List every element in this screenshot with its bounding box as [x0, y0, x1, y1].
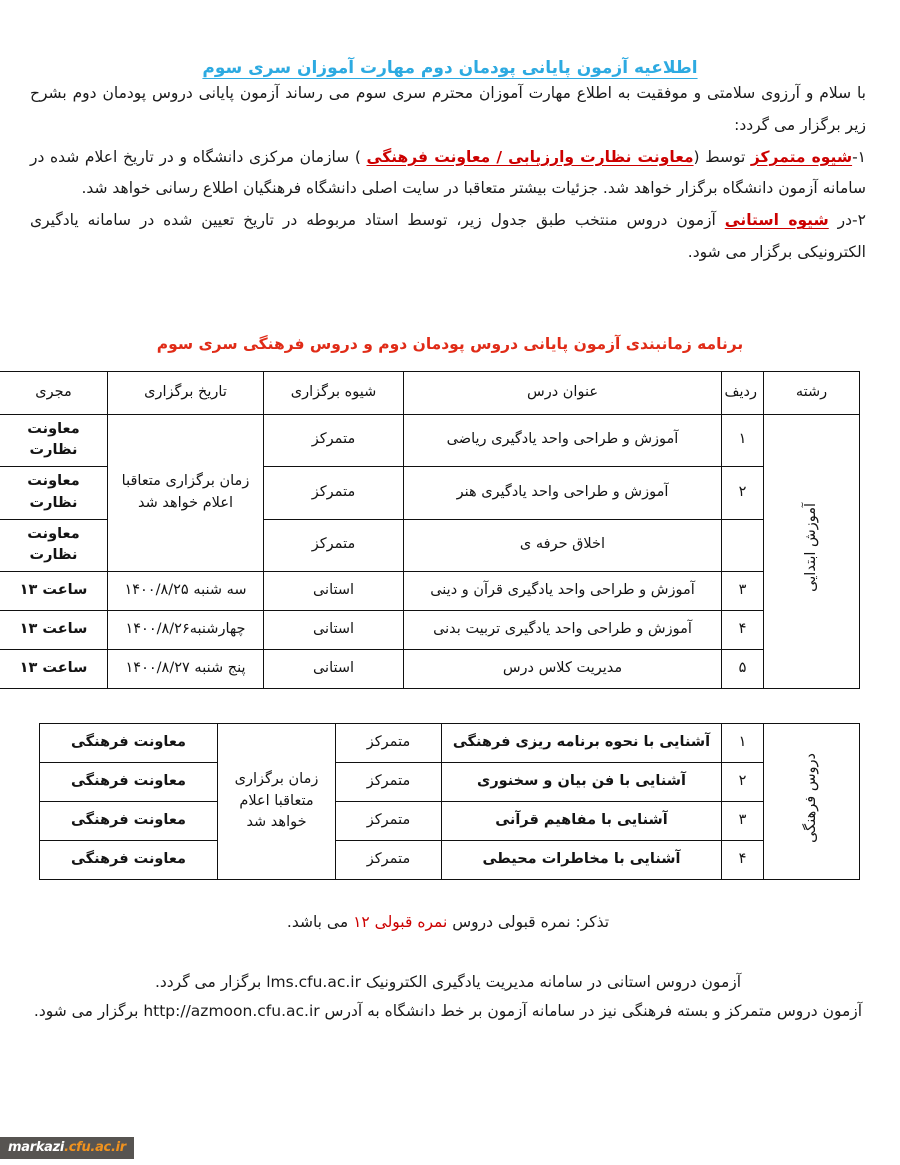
cell-radif: ۴ [722, 611, 764, 650]
lms-note-suffix: برگزار می گردد. [154, 972, 267, 991]
cell-tarikh: چهارشنبه۱۴۰۰/۸/۲۶ [108, 611, 264, 650]
cell-mojri: معاونت فرهنگی [40, 763, 218, 802]
cell-radif: ۲ [722, 467, 764, 520]
item-2-prefix: ۲-در [828, 211, 866, 230]
passing-grade-value: نمره قبولی ۱۲ [353, 913, 448, 932]
footer-notes [0, 880, 900, 1026]
table-row [0, 650, 860, 689]
cell-mojri: معاونت فرهنگی [40, 802, 218, 841]
cell-tarikh: سه شنبه ۱۴۰۰/۸/۲۵ [108, 572, 264, 611]
cell-shive: استانی [264, 572, 404, 611]
site-watermark [0, 1137, 134, 1159]
cell-shive: متمرکز [336, 763, 442, 802]
group-label-elementary: آموزش ابتدایی [764, 414, 860, 689]
watermark-name: markazi [8, 1140, 65, 1155]
cell-radif [722, 519, 764, 572]
table-row [40, 763, 860, 802]
schedule-table-cultural [39, 723, 860, 880]
azmoon-note-prefix: آزمون دروس متمرکز و بسته فرهنگی نیز در سامانه آزمون بر خط دانشگاه به آدرس [319, 1001, 863, 1020]
cell-mojri: ساعت ۱۳ [0, 611, 108, 650]
cell-tarikh-merged: زمان برگزاری متعاقبا اعلام خواهد شد [218, 724, 336, 880]
th-radif: ردیف [722, 371, 764, 414]
table-row [0, 414, 860, 467]
cell-onvan: آشنایی با نحوه برنامه ریزی فرهنگی [442, 724, 722, 763]
schedule-table-elementary [0, 371, 860, 690]
th-rashte: رشته [764, 371, 860, 414]
note-suffix: می باشد. [286, 913, 354, 932]
cell-shive: متمرکز [336, 841, 442, 880]
cell-tarikh-merged: زمان برگزاری متعاقبا اعلام خواهد شد [108, 414, 264, 572]
table-row [40, 802, 860, 841]
cell-radif: ۵ [722, 650, 764, 689]
azmoon-note-suffix: برگزار می شود. [33, 1001, 144, 1020]
cell-radif: ۲ [722, 763, 764, 802]
cell-mojri: معاونت نظارت [0, 519, 108, 572]
lms-note-prefix: آزمون دروس استانی در سامانه مدیریت یادگیری الکترونیک [360, 972, 742, 991]
item-1-prefix: ۱- [852, 147, 866, 166]
lms-url-link[interactable]: lms.cfu.ac.ir [266, 972, 361, 991]
table-row [0, 611, 860, 650]
intro-section [0, 78, 900, 269]
cell-shive: استانی [264, 650, 404, 689]
table-header-row [0, 371, 860, 414]
cell-onvan: آشنایی با مفاهیم قرآنی [442, 802, 722, 841]
item-1-rest: ) سازمان مرکزی دانشگاه و در تاریخ اعلام شده در سامانه آزمون دانشگاه برگزار خواهد شد. جزئیات بیشتر متعاقبا در سایت اصلی دانشگاه فرهنگیان اطلاع رسانی خواهد شد. [30, 147, 866, 198]
intro-paragraph: با سلام و آرزوی سلامتی و موفقیت به اطلاع مهارت آموزان محترم سری سوم می رساند آزمون پایانی دروس پودمان دوم بشرح زیر برگزار می گردد: [30, 84, 866, 134]
cell-onvan: آموزش و طراحی واحد یادگیری ریاضی [404, 414, 722, 467]
table-row [40, 724, 860, 763]
azmoon-url-note [30, 997, 866, 1026]
cell-onvan: آموزش و طراحی واحد یادگیری هنر [404, 467, 722, 520]
cell-radif: ۴ [722, 841, 764, 880]
cell-shive: متمرکز [264, 519, 404, 572]
schedule-heading: برنامه زمانبندی آزمون پایانی دروس پودمان دوم و دروس فرهنگی سری سوم [156, 334, 744, 353]
cell-mojri: معاونت فرهنگی [40, 841, 218, 880]
cell-onvan: آموزش و طراحی واحد یادگیری تربیت بدنی [404, 611, 722, 650]
cell-shive: متمرکز [264, 467, 404, 520]
cell-shive: متمرکز [264, 414, 404, 467]
item-1-paragraph [30, 142, 866, 206]
passing-grade-note [30, 880, 866, 937]
cell-onvan: آموزش و طراحی واحد یادگیری قرآن و دینی [404, 572, 722, 611]
cell-shive: متمرکز [336, 802, 442, 841]
tables-container [0, 371, 900, 881]
table-row [40, 841, 860, 880]
page-title: اطلاعیه آزمون پایانی پودمان دوم مهارت آموزان سری سوم [202, 58, 698, 78]
item-1-mid: توسط ( [693, 147, 751, 166]
th-tarikh: تاریخ برگزاری [108, 371, 264, 414]
cell-onvan: آشنایی با فن بیان و سخنوری [442, 763, 722, 802]
note-prefix: تذکر: نمره قبولی دروس [447, 913, 610, 932]
cell-radif: ۳ [722, 802, 764, 841]
cell-shive: متمرکز [336, 724, 442, 763]
cell-onvan: مدیریت کلاس درس [404, 650, 722, 689]
cell-mojri: معاونت فرهنگی [40, 724, 218, 763]
cell-radif: ۱ [722, 414, 764, 467]
watermark-domain: .cfu.ac.ir [64, 1140, 126, 1155]
azmoon-url-link[interactable]: http://azmoon.cfu.ac.ir [143, 1001, 320, 1020]
cell-mojri: معاونت نظارت [0, 414, 108, 467]
cell-radif: ۱ [722, 724, 764, 763]
item-2-rest: آزمون دروس منتخب طبق جدول زیر، توسط استاد مربوطه در تاریخ تعیین شده در سامانه یادگیری الکترونیکی برگزار می شود. [30, 211, 866, 261]
cell-shive: استانی [264, 611, 404, 650]
item-1-highlight-deputies: معاونت نظارت وارزیابی / معاونت فرهنگی [366, 147, 694, 166]
table-row [0, 572, 860, 611]
cell-mojri: ساعت ۱۳ [0, 650, 108, 689]
cell-radif: ۳ [722, 572, 764, 611]
cell-tarikh: پنج شنبه ۱۴۰۰/۸/۲۷ [108, 650, 264, 689]
group-label-cultural: دروس فرهنگی [764, 724, 860, 880]
item-2-highlight-method: شیوه استانی [724, 211, 829, 230]
th-shive: شیوه برگزاری [264, 371, 404, 414]
cell-mojri: ساعت ۱۳ [0, 572, 108, 611]
item-1-highlight-method: شیوه متمرکز [750, 147, 853, 166]
th-mojri: مجری [0, 371, 108, 414]
cell-onvan: آشنایی با مخاطرات محیطی [442, 841, 722, 880]
item-2-paragraph [30, 205, 866, 269]
th-onvan: عنوان درس [404, 371, 722, 414]
lms-url-note [30, 938, 866, 997]
cell-mojri: معاونت نظارت [0, 467, 108, 520]
cell-onvan: اخلاق حرفه ی [404, 519, 722, 572]
